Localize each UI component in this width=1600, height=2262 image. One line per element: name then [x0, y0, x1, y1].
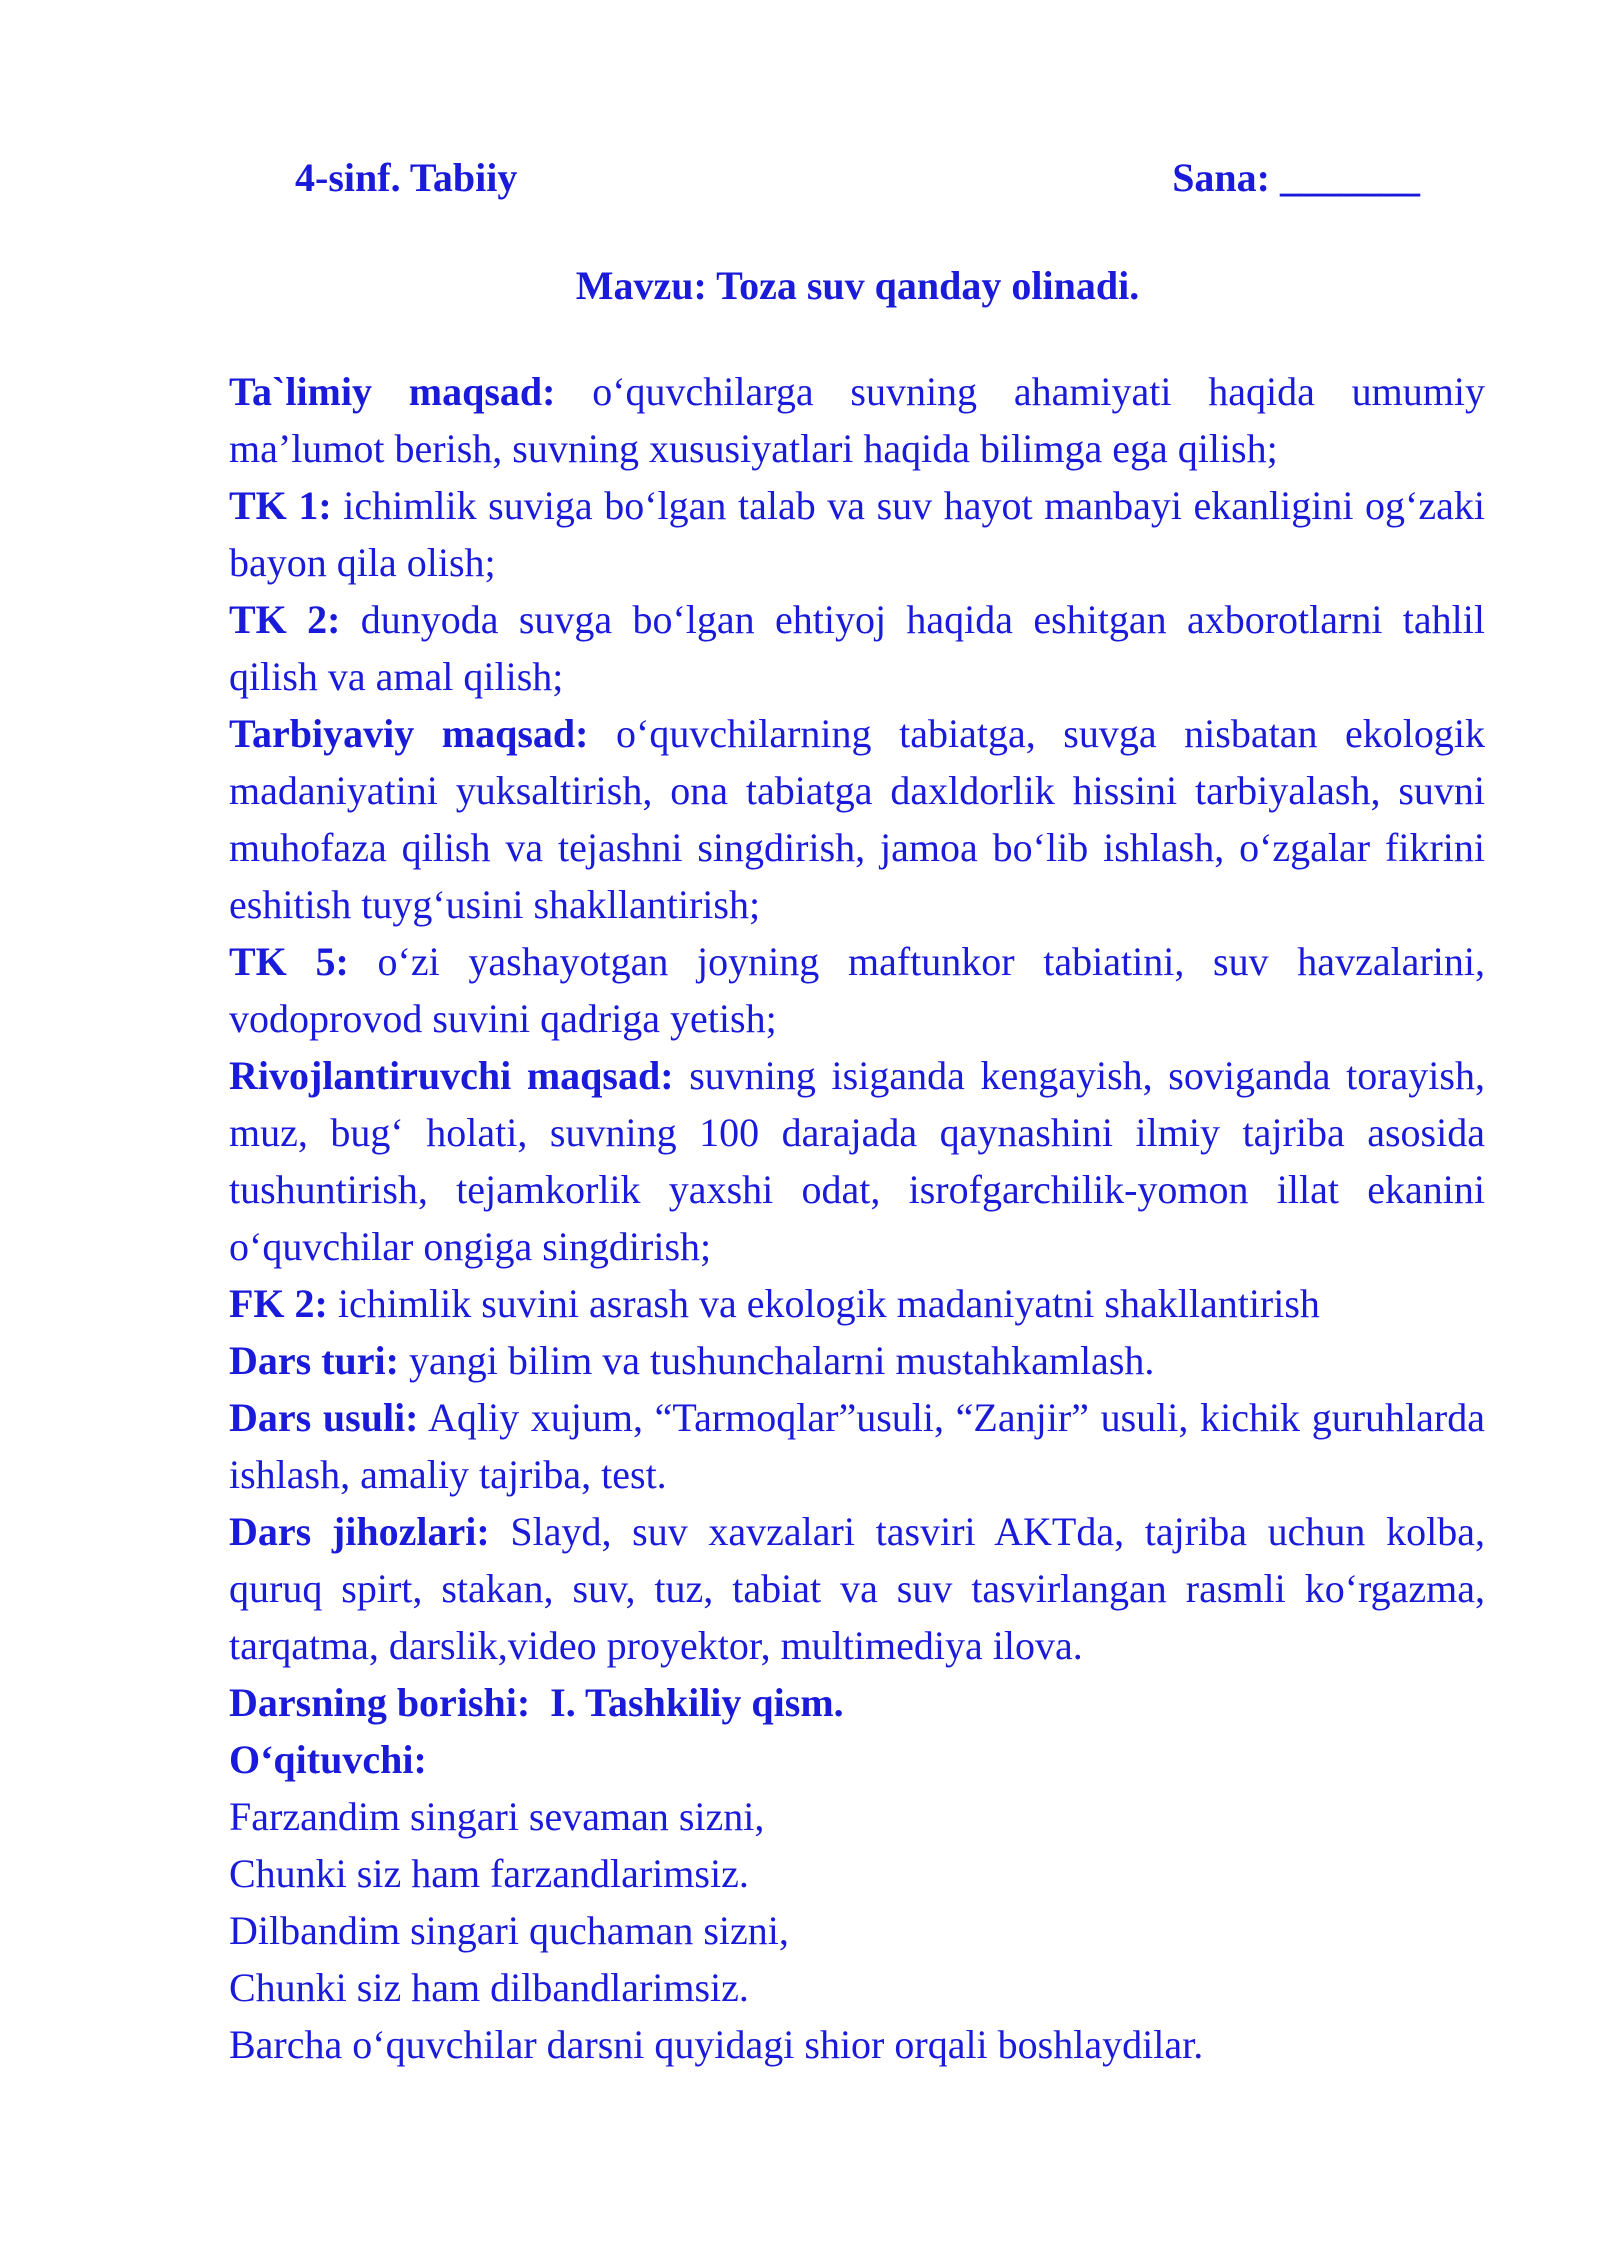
lesson-topic: Mavzu: Toza suv qanday olinadi.	[575, 263, 1140, 308]
closing-line: Barcha o‘quvchilar darsni quyidagi shior orqali boshlaydilar.	[229, 2022, 1204, 2067]
date-blank: _______	[1280, 155, 1420, 200]
section-tk1	[229, 477, 1485, 591]
section-text: Aqliy xujum, “Tarmoqlar”usuli, “Zanjir” usuli, kichik guruhlarda ishlash, amaliy tajriba, test.	[229, 1395, 1485, 1497]
section-text: ichimlik suvini asrash va ekologik madaniyatni shakllantirish	[327, 1281, 1320, 1326]
section-label: FK 2:	[229, 1281, 328, 1326]
section-label: Dars usuli:	[229, 1395, 419, 1440]
section-text: o‘quvchilarning tabiatga, suvga nisbatan ekologik madaniyatini yuksaltirish, ona tabiatga daxldorlik hissini tarbiyalash, suvni muhofaza qilish va tejashni singdirish, jamoa bo‘lib ishlash, o‘zgalar fikrini eshitish tuyg‘usini shakllantirish;	[229, 711, 1485, 927]
section-text: suvning isiganda kengayish, soviganda torayish, muz, bug‘ holati, suvning 100 darajada qaynashini ilmiy tajriba asosida tushuntirish, tejamkorlik yaxshi odat, isrofgarchilik-yomon illat ekanini o‘quvchilar ongiga singdirish;	[229, 1053, 1485, 1269]
section-tk2	[229, 591, 1485, 705]
section-tk5	[229, 933, 1485, 1047]
poem-line: Chunki siz ham farzandlarimsiz.	[229, 1851, 749, 1896]
section-label: TK 5:	[229, 939, 349, 984]
poem-line: Dilbandim singari quchaman sizni,	[229, 1908, 789, 1953]
section-text: dunyoda suvga bo‘lgan ehtiyoj haqida eshitgan axborotlarni tahlil qilish va amal qilish;	[229, 597, 1485, 699]
section-label: Dars turi:	[229, 1338, 399, 1383]
section-text: ichimlik suviga bo‘lgan talab va suv hayot manbayi ekanligini og‘zaki bayon qila olish;	[229, 483, 1485, 585]
teacher-label: O‘qituvchi:	[229, 1737, 427, 1782]
section-developmental-goal	[229, 1047, 1485, 1275]
lesson-progress	[229, 1674, 1485, 1731]
date-field	[1172, 150, 1420, 206]
section-text: Slayd, suv xavzalari tasviri AKTda, tajriba uchun kolba, quruq spirt, stakan, suv, tuz, tabiat va suv tasvirlangan rasmli ko‘rgazma, tarqatma, darslik,video proyektor, multimediya ilova.	[229, 1509, 1485, 1668]
lesson-plan-body	[229, 363, 1485, 2073]
section-label: Ta`limiy maqsad:	[229, 369, 556, 414]
section-label: Dars jihozlari:	[229, 1509, 490, 1554]
progress-label: Darsning borishi:	[229, 1680, 531, 1725]
section-label: Tarbiyaviy maqsad:	[229, 711, 589, 756]
section-lesson-type	[229, 1332, 1485, 1389]
section-text: o‘zi yashayotgan joyning maftunkor tabiatini, suv havzalarini, vodoprovod suvini qadriga yetish;	[229, 939, 1485, 1041]
section-label: TK 2:	[229, 597, 341, 642]
grade-subject: 4-sinf. Tabiiy	[295, 155, 518, 200]
progress-part: I. Tashkiliy qism.	[550, 1680, 844, 1725]
section-educational-goal	[229, 363, 1485, 477]
section-lesson-method	[229, 1389, 1485, 1503]
section-upbringing-goal	[229, 705, 1485, 933]
section-label: Rivojlantiruvchi maqsad:	[229, 1053, 674, 1098]
section-text: o‘quvchilarga suvning ahamiyati haqida umumiy ma’lumot berish, suvning xususiyatlari haqida bilimga ega qilish;	[229, 369, 1486, 471]
section-label: TK 1:	[229, 483, 332, 528]
section-lesson-equipment	[229, 1503, 1485, 1674]
poem-line: Farzandim singari sevaman sizni,	[229, 1794, 765, 1839]
date-label: Sana:	[1172, 155, 1270, 200]
section-text: yangi bilim va tushunchalarni mustahkamlash.	[398, 1338, 1155, 1383]
section-fk2	[229, 1275, 1485, 1332]
poem-line: Chunki siz ham dilbandlarimsiz.	[229, 1965, 749, 2010]
